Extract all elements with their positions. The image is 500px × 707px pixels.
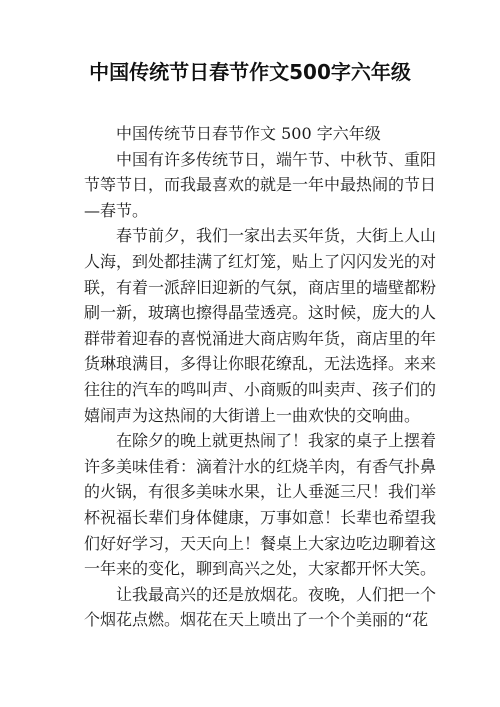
body-line: 人海，到处都挂满了红灯笼，贴上了闪闪发光的对 [84,251,437,271]
body-line: 节等节日，而我最喜欢的就是一年中最热闹的节日 [84,175,437,195]
body-line: 群带着迎春的喜悦涌进大商店购年货，商店里的年 [84,328,437,348]
body-line: 在除夕的晚上就更热闹了！我家的桌子上摆着 [116,431,437,451]
document-body [84,121,437,633]
body-line: 货琳琅满目，多得让你眼花缭乱，无法选择。来来 [84,354,437,374]
document-title: 中国传统节日春节作文500字六年级 [89,60,411,84]
body-line: 中国传统节日春节作文 500 字六年级 [116,124,381,143]
body-line: 个烟花点燃。烟花在天上喷出了一个个美丽的“花 [84,610,429,630]
body-line: 们好好学习，天天向上！餐桌上大家边吃边聊着这 [84,533,437,553]
body-line: —春节。 [84,200,149,220]
body-line: 刷一新，玻璃也擦得晶莹透亮。这时候，庞大的人 [84,303,437,323]
body-line: 的火锅，有很多美味水果，让人垂涎三尺！我们举 [84,482,437,502]
body-line: 让我最高兴的还是放烟花。夜晚，人们把一个 [116,584,437,604]
body-line: 杯祝福长辈们身体健康，万事如意！长辈也希望我 [84,507,437,527]
body-line: 一年来的变化，聊到高兴之处，大家都开怀大笑。 [84,559,437,579]
body-line: 往往的汽车的鸣叫声、小商贩的叫卖声、孩子们的 [84,379,437,399]
body-line: 联，有着一派辞旧迎新的气氛，商店里的墙壁都粉 [84,277,437,297]
body-line: 许多美味佳肴：滴着汁水的红烧羊肉，有香气扑鼻 [84,456,437,476]
body-line: 中国有许多传统节日，端午节、中秋节、重阳 [116,149,437,169]
body-line: 春节前夕，我们一家出去买年货，大街上人山 [116,226,437,246]
body-line: 嬉闹声为这热闹的大街谱上一曲欢快的交响曲。 [84,405,421,425]
